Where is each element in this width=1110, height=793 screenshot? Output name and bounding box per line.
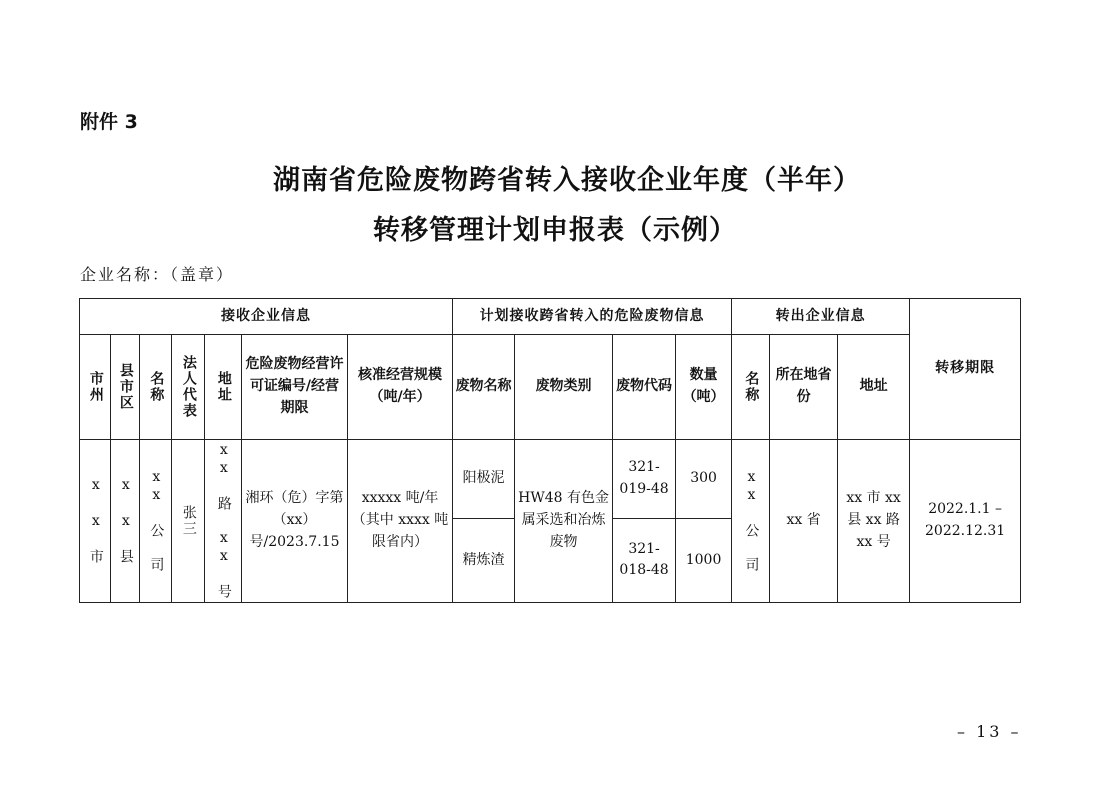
cell-license: 湘环（危）字第（xx）号/2023.7.15 [242, 440, 348, 603]
group-receiving-header: 接收企业信息 [80, 299, 453, 335]
cell-out-province: xx 省 [770, 440, 838, 603]
document-title-line1: 湖南省危险废物跨省转入接收企业年度（半年） [273, 165, 861, 196]
cell-waste-name-1: 阳极泥 [453, 440, 515, 519]
header-out-province: 所在地省份 [770, 335, 838, 440]
period-header: 转移期限 [910, 299, 1021, 440]
document-title-line2: 转移管理计划申报表（示例） [373, 215, 737, 246]
header-scale: 核准经营规模（吨/年） [348, 335, 453, 440]
cell-period: 2022.1.1 – 2022.12.31 [910, 440, 1021, 603]
table-row [80, 440, 1021, 519]
cell-waste-code-1: 321-019-48 [613, 440, 676, 519]
cell-quantity-1: 300 [676, 440, 732, 519]
header-waste-name: 废物名称 [453, 335, 515, 440]
header-out-name: 名称 [732, 335, 770, 440]
cell-name: xx 公 司 [140, 440, 172, 603]
header-license: 危险废物经营许可证编号/经营期限 [242, 335, 348, 440]
group-waste-header: 计划接收跨省转入的危险废物信息 [453, 299, 732, 335]
cell-scale: xxxxx 吨/年（其中 xxxx 吨限省内） [348, 440, 453, 603]
column-header-row [80, 335, 1021, 440]
cell-quantity-2: 1000 [676, 518, 732, 602]
cell-out-name: xx 公 司 [732, 440, 770, 603]
header-county: 县市区 [111, 335, 140, 440]
cell-waste-code-2: 321-018-48 [613, 518, 676, 602]
enterprise-name-label: 企业名称：（盖章） [80, 265, 235, 284]
cell-address: xx 路 xx 号 [205, 440, 242, 603]
header-address: 地址 [205, 335, 242, 440]
page-number: – 13 – [957, 722, 1022, 741]
header-waste-category: 废物类别 [515, 335, 613, 440]
cell-waste-name-2: 精炼渣 [453, 518, 515, 602]
header-quantity: 数量（吨） [676, 335, 732, 440]
cell-county: x x 县 [111, 440, 140, 603]
header-waste-code: 废物代码 [613, 335, 676, 440]
group-transfer-out-header: 转出企业信息 [732, 299, 910, 335]
header-name: 名称 [140, 335, 172, 440]
header-city: 市州 [80, 335, 111, 440]
cell-legal-rep: 张三 [172, 440, 205, 603]
header-out-address: 地址 [838, 335, 910, 440]
group-header-row [80, 299, 1021, 335]
header-legal-rep: 法人代表 [172, 335, 205, 440]
cell-city: x x 市 [80, 440, 111, 603]
attachment-label: 附件 3 [80, 111, 138, 133]
cell-waste-category: HW48 有色金属采选和冶炼废物 [515, 440, 613, 603]
cell-out-address: xx 市 xx 县 xx 路 xx 号 [838, 440, 910, 603]
report-table [79, 298, 1021, 603]
